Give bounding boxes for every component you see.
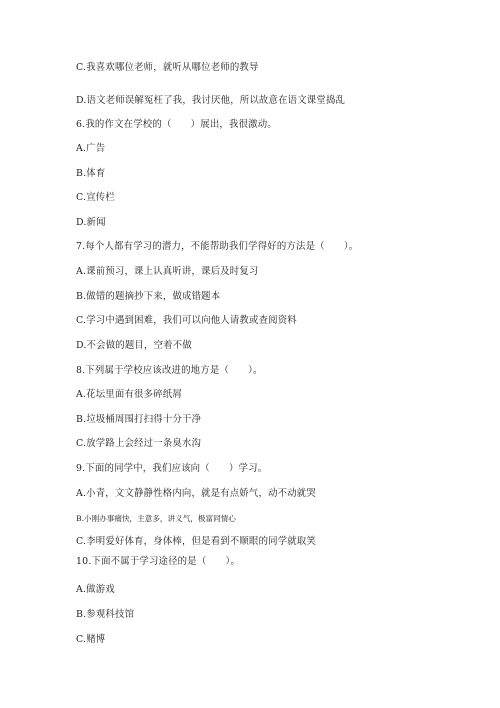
q10-option-b: B.参观科技馆 — [76, 609, 135, 620]
q6-option-d: D.新闻 — [76, 217, 106, 228]
q10-option-c: C.赌博 — [76, 634, 106, 645]
q9-option-a: A.小青，文文静静性格内向，就是有点娇气，动不动就哭 — [76, 488, 316, 499]
q7-option-b: B.做错的题摘抄下来，做成错题本 — [76, 291, 221, 302]
question-7: 7.每个人都有学习的潜力，不能帮助我们学得好的方法是（ ）。 — [76, 241, 359, 252]
question-9: 9.下面的同学中，我们应该向（ ）学习。 — [76, 463, 268, 474]
q7-option-a: A.课前预习，课上认真听讲，课后及时复习 — [76, 266, 259, 277]
q7-option-d: D.不会做的题目，空着不做 — [76, 340, 192, 351]
q7-option-c: C.学习中遇到困难，我们可以向他人请教或查阅资料 — [76, 315, 297, 326]
q8-option-a: A.花坛里面有很多碎纸屑 — [76, 389, 182, 400]
q6-option-b: B.体育 — [76, 168, 106, 179]
q9-option-c: C.李明爱好体育，身体棒，但是看到不顺眼的同学就取笑 — [76, 536, 317, 547]
question-10: 10.下面不属于学习途径的是（ ）。 — [76, 556, 241, 567]
q8-option-b: B.垃圾桶周围打扫得十分干净 — [76, 414, 202, 425]
q6-option-c: C.宣传栏 — [76, 192, 115, 203]
q5-option-d: D.语文老师误解冤枉了我，我讨厌他，所以故意在语文课堂捣乱 — [76, 95, 346, 106]
q6-option-a: A.广告 — [76, 143, 106, 154]
question-6: 6.我的作文在学校的（ ）展出，我很激动。 — [76, 119, 277, 130]
q5-option-c: C.我喜欢哪位老师，就听从哪位老师的教导 — [76, 62, 259, 73]
q8-option-c: C.放学路上会经过一条臭水沟 — [76, 438, 202, 449]
q10-option-a: A.做游戏 — [76, 584, 115, 595]
question-8: 8.下列属于学校应该改进的地方是（ ）。 — [76, 365, 263, 376]
q9-option-b: B.小刚办事痛快，主意多，讲义气，极富同情心 — [76, 514, 236, 523]
